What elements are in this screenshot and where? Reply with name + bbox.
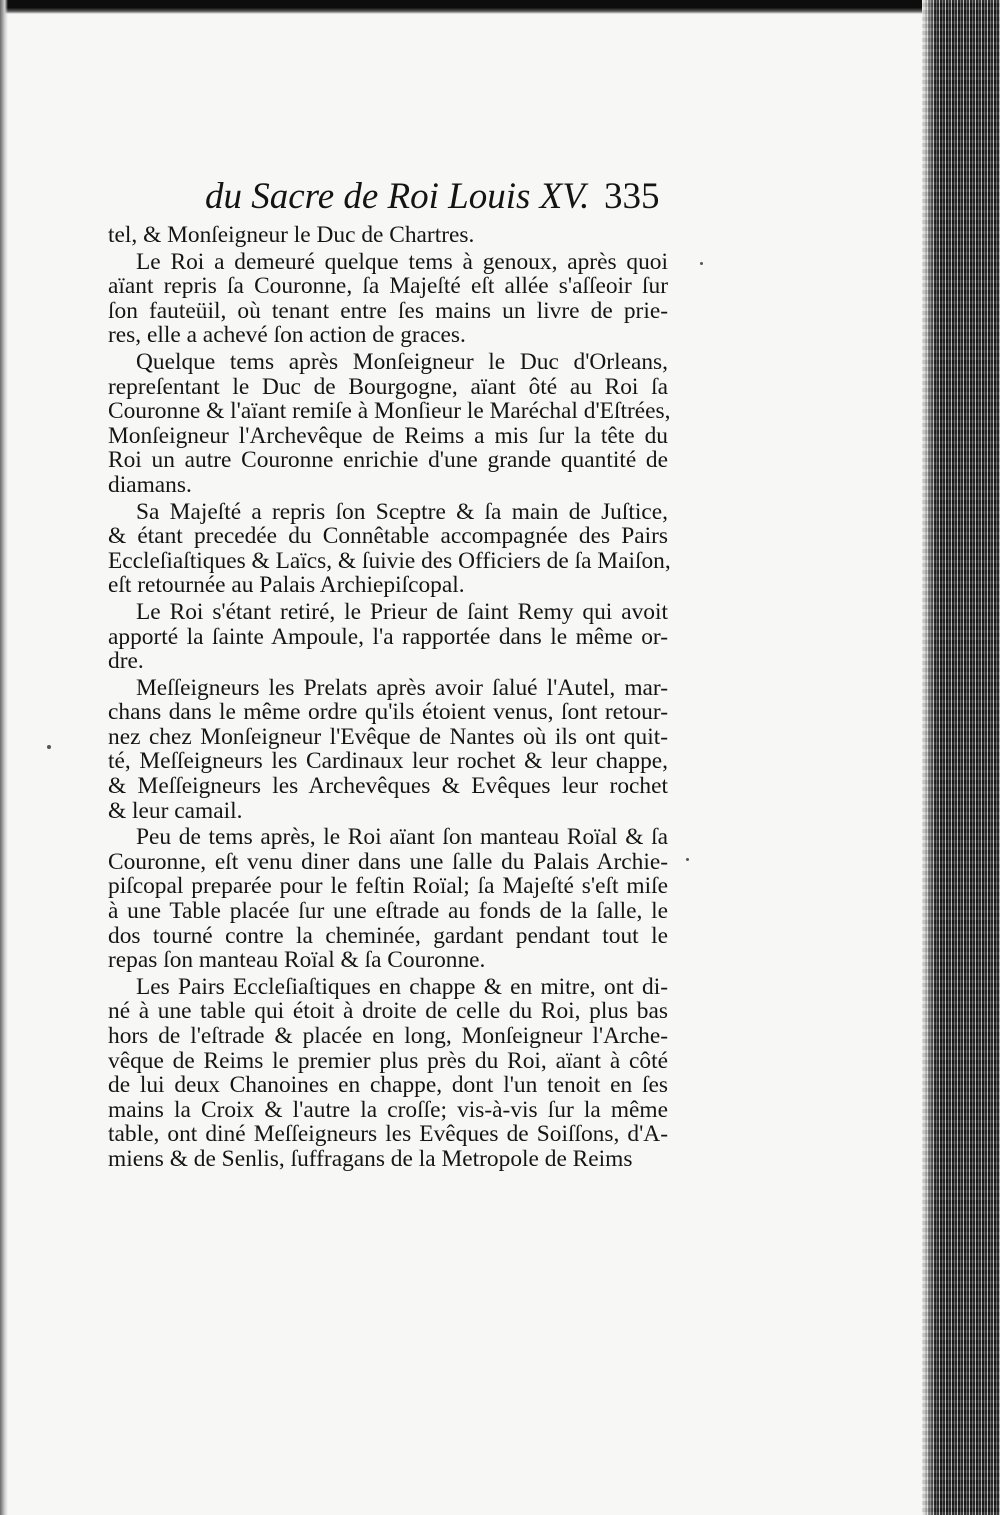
running-head: du Sacre de Roi Louis XV.	[205, 176, 590, 217]
text-line: Peu de tems après, le Roi aïant ſon manteau Roïal & ſa	[136, 824, 668, 851]
paragraph	[108, 600, 668, 674]
paper-speck	[700, 262, 703, 265]
text-line: hors de l'eſtrade & placée en long, Monſeigneur l'Arche-	[108, 1023, 668, 1049]
text-line: dos tourné contre la cheminée, gardant pendant tout le	[108, 922, 668, 949]
paragraph	[108, 975, 668, 1172]
text-line: res, elle a achevé ſon action de graces.	[108, 322, 466, 349]
text-line: vêque de Reims le premier plus près du Roi, aïant à côté	[108, 1047, 668, 1074]
text-line: Les Pairs Eccleſiaſtiques en chappe & en mitre, ont di-	[136, 973, 668, 1000]
text-line: piſcopal preparée pour le feſtin Roïal; ſa Majeſté s'eſt miſe	[108, 873, 668, 900]
paper-speck	[686, 858, 689, 861]
paper-speck	[47, 745, 51, 749]
text-line: ſon fauteüil, où tenant entre ſes mains un livre de prie-	[108, 297, 668, 324]
book-fore-edge	[922, 0, 1000, 1515]
text-line: Eccleſiaſtiques & Laïcs, & ſuivie des Officiers de ſa Maiſon,	[108, 547, 671, 574]
text-line: & étant precedée du Connêtable accompagnée des Pairs	[108, 523, 668, 550]
text-line: de lui deux Chanoines en chappe, dont l'un tenoit en ſes	[108, 1072, 668, 1099]
text-line: mains la Croix & l'autre la croſſe; vis-à-vis ſur la même	[108, 1096, 668, 1123]
text-line: miens & de Senlis, ſuffragans de la Metropole de Reims	[108, 1145, 633, 1172]
text-line: diamans.	[108, 471, 192, 498]
paragraph	[108, 348, 671, 498]
text-line: Le Roi s'étant retiré, le Prieur de ſaint Remy qui avoit	[136, 598, 668, 625]
text-line: eſt retournée au Palais Archiepiſcopal.	[108, 572, 465, 599]
paragraph	[108, 223, 668, 248]
text-line: table, ont diné Meſſeigneurs les Evêques de Soiſſons, d'A-	[108, 1121, 668, 1148]
text-line: apporté la ſainte Ampoule, l'a rapportée dans le même or-	[108, 623, 668, 650]
text-line: Meſſeigneurs les Prelats après avoir ſalué l'Autel, mar-	[136, 674, 668, 701]
text-line: Roi un autre Couronne enrichie d'une grande quantité de	[108, 447, 668, 474]
paragraph	[108, 676, 668, 824]
scan-top-shadow	[0, 0, 1000, 14]
text-line: Couronne, eſt venu diner dans une ſalle du Palais Archie-	[108, 848, 668, 875]
text-line: Le Roi a demeuré quelque tems à genoux, après quoi	[136, 248, 668, 275]
page-number: 335	[604, 176, 660, 217]
text-line: chans dans le même ordre qu'ils étoient venus, ſont retour-	[108, 699, 668, 726]
paragraph	[108, 498, 671, 599]
text-line: & leur camail.	[108, 797, 243, 824]
text-line: & Meſſeigneurs les Archevêques & Evêques leur rochet	[108, 773, 668, 800]
text-line: repas ſon manteau Roïal & ſa Couronne.	[108, 947, 486, 974]
text-line: Monſeigneur l'Archevêque de Reims a mis ſur la tête du	[108, 422, 668, 449]
scan-left-edge	[0, 0, 8, 1515]
text-line: dre.	[108, 648, 144, 675]
paragraph	[108, 250, 668, 348]
text-line: té, Meſſeigneurs les Cardinaux leur rochet & leur chappe,	[108, 748, 668, 775]
text-line: tel, & Monſeigneur le Duc de Chartres.	[108, 222, 475, 248]
text-line: repreſentant le Duc de Bourgogne, aïant ôté au Roi ſa	[108, 373, 668, 400]
text-line: nez chez Monſeigneur l'Evêque de Nantes où ils ont quit-	[108, 723, 668, 750]
text-line: Couronne & l'aïant remiſe à Monſieur le Maréchal d'Eſtrées,	[108, 398, 671, 425]
text-line: né à une table qui étoit à droite de celle du Roi, plus bas	[108, 998, 668, 1025]
paragraph	[108, 825, 668, 973]
text-line: à une Table placée ſur une eſtrade au fonds de la ſalle, le	[108, 898, 668, 925]
text-line: aïant repris ſa Couronne, ſa Majeſté eſt allée s'aſſeoir ſur	[108, 273, 668, 300]
text-line: Sa Majeſté a repris ſon Sceptre & ſa main de Juſtice,	[136, 498, 668, 525]
text-line: Quelque tems après Monſeigneur le Duc d'Orleans,	[136, 348, 668, 375]
body-text	[108, 222, 671, 1174]
